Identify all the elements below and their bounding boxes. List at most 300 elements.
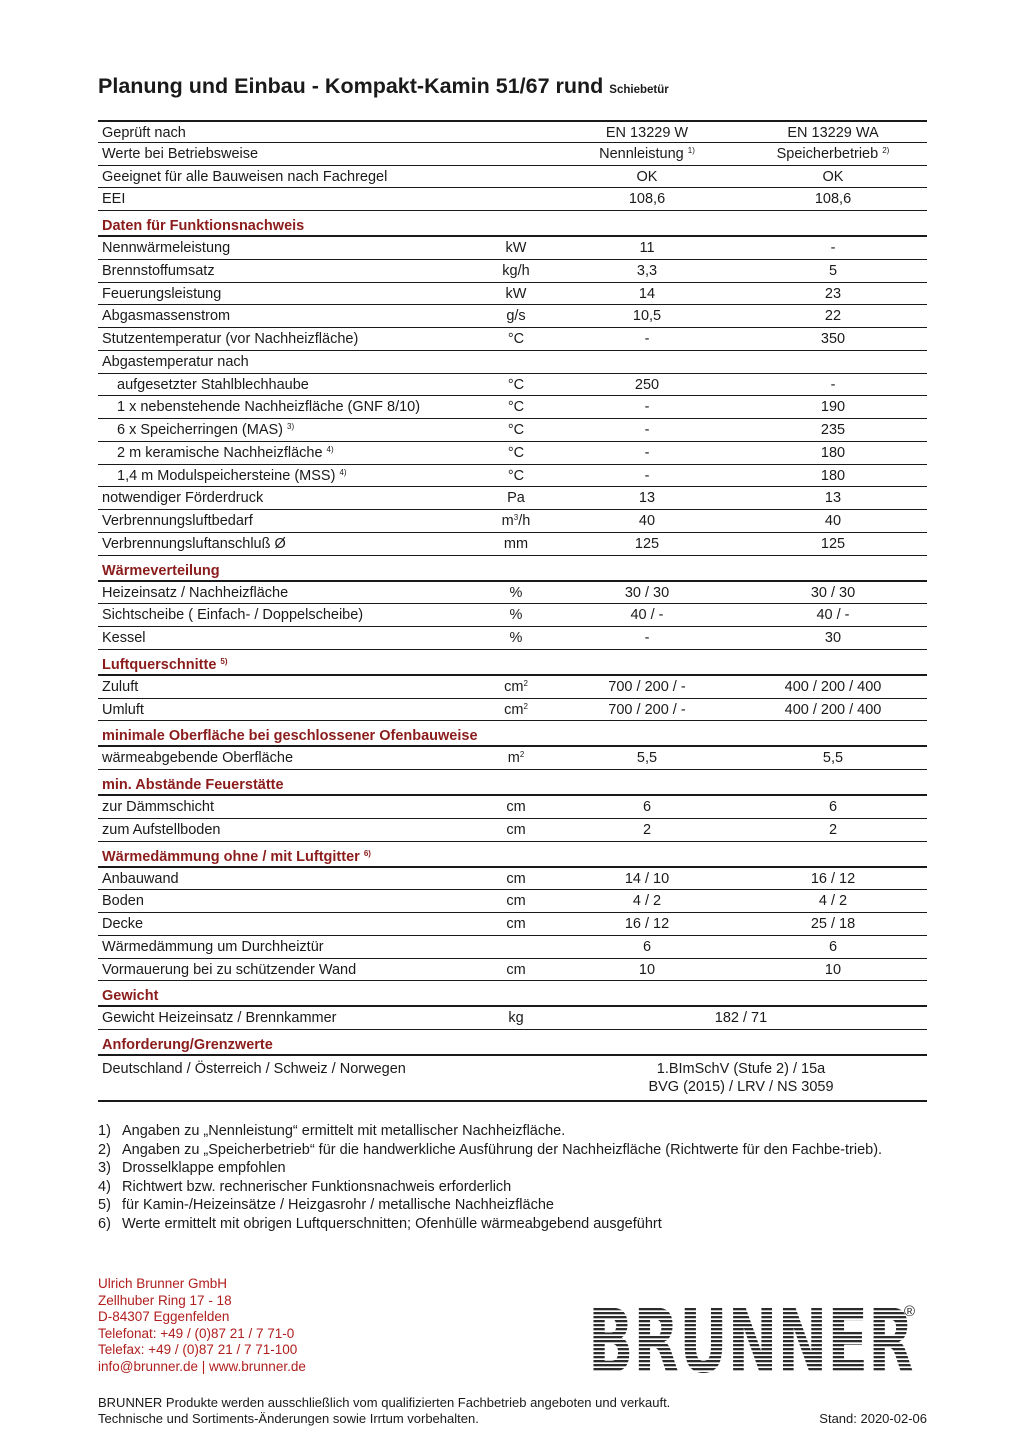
- value-w-text: 6: [642, 799, 652, 815]
- value-w: [566, 819, 728, 842]
- table-row: [98, 166, 927, 189]
- table-row: [98, 465, 927, 488]
- footnote-ref: 2): [882, 145, 890, 155]
- footnote-ref: 3): [287, 422, 295, 431]
- unit-text: %: [509, 607, 523, 624]
- value-w-text: -: [644, 331, 650, 347]
- value-wa: [738, 396, 928, 419]
- value-w-text: 108,6: [628, 191, 666, 208]
- value-w: [566, 747, 728, 770]
- row-label: [102, 747, 293, 770]
- row-label-text: Brennstoffumsatz: [102, 262, 215, 279]
- row-label: [102, 582, 288, 605]
- row-label-text: Boden: [102, 893, 144, 910]
- table-row: [98, 283, 927, 306]
- value-wa-text: 10: [824, 961, 842, 978]
- unit-cell: [466, 442, 566, 465]
- value-w-text: 125: [634, 535, 660, 552]
- unit-cell: [466, 582, 566, 605]
- value-w-text: OK: [636, 168, 658, 185]
- spec-table: [98, 120, 927, 1102]
- footnote-item: [98, 1178, 918, 1197]
- row-label: [102, 819, 221, 842]
- unit-text: kW: [505, 285, 527, 302]
- value-wa: [738, 260, 928, 283]
- row-label: [117, 396, 420, 419]
- row-label: [117, 442, 334, 465]
- value-w: [566, 237, 728, 260]
- unit-text: cm: [506, 893, 526, 910]
- footnote-text: Werte ermittelt mit obrigen Luftquerschnitten; Ofenhülle wärmeabgebend ausgeführt: [122, 1215, 662, 1232]
- footnote-number: 3): [98, 1160, 111, 1176]
- section-header: [98, 556, 927, 582]
- row-label-text: 6 x Speicherringen (MAS): [117, 422, 284, 438]
- value-wa: [738, 419, 928, 442]
- value-w-text: 10,5: [632, 308, 662, 325]
- row-label-text: Sichtscheibe ( Einfach- / Doppelscheibe): [102, 607, 364, 624]
- unit-cell: [466, 819, 566, 842]
- unit-text: °C: [507, 331, 525, 347]
- value-w-text: -: [644, 630, 650, 646]
- unit-cell: [466, 260, 566, 283]
- unit-text: %: [509, 630, 523, 646]
- unit-cell: [466, 374, 566, 397]
- unit-cell: [466, 305, 566, 328]
- value-wa-text: 400 / 200 / 400: [784, 678, 882, 695]
- value-w: [566, 374, 728, 397]
- value-wa-text: -: [830, 240, 836, 256]
- title-text: Planung und Einbau - Kompakt-Kamin 51/67 rund: [98, 74, 604, 98]
- company-street: Zellhuber Ring 17 - 18: [98, 1292, 232, 1308]
- value-w: [566, 627, 728, 650]
- value-wa-text: OK: [822, 168, 844, 185]
- unit-text: cm: [506, 821, 526, 838]
- value-w: [566, 188, 728, 211]
- unit-cell: [466, 487, 566, 510]
- footnote-text: Richtwert bzw. rechnerischer Funktionsnachweis erforderlich: [122, 1178, 512, 1195]
- table-row: [98, 510, 927, 533]
- unit-cell: [466, 627, 566, 650]
- unit-cell: [466, 747, 566, 770]
- table-row: [98, 699, 927, 722]
- unit-cell: [466, 868, 566, 891]
- company-fax: Telefax: +49 / (0)87 21 / 7 71-100: [98, 1342, 298, 1358]
- registered-mark: ®: [904, 1303, 916, 1320]
- value-w: [566, 328, 728, 351]
- row-label-text: Verbrennungsluftbedarf: [102, 513, 253, 529]
- company-city: D-84307 Eggenfelden: [98, 1309, 230, 1325]
- row-label-text: Nennwärmeleistung: [102, 240, 231, 256]
- merged-value-line: BVG (2015) / LRV / NS 3059: [648, 1079, 834, 1095]
- row-label: [117, 465, 347, 488]
- value-w-text: 14 / 10: [624, 870, 670, 887]
- unit-cell: [466, 1007, 566, 1030]
- value-w: [566, 868, 728, 891]
- section-header: [98, 981, 927, 1007]
- footnote-text: Drosselklappe empfohlen: [122, 1160, 286, 1176]
- value-wa-text: 400 / 200 / 400: [784, 701, 882, 718]
- row-label: [102, 328, 358, 351]
- merged-value-line: 1.BImSchV (Stufe 2) / 15a: [656, 1061, 826, 1077]
- footnote-ref: 1): [687, 145, 695, 155]
- unit-cell: [466, 959, 566, 982]
- value-wa-text: Speicherbetrieb: [776, 145, 879, 162]
- table-row: [98, 237, 927, 260]
- section-header: [98, 650, 927, 676]
- table-row: [98, 796, 927, 819]
- unit-cell: [466, 396, 566, 419]
- value-wa: [738, 487, 928, 510]
- value-w-text: 40 / -: [630, 607, 664, 624]
- row-label-text: Decke: [102, 916, 144, 932]
- table-row: [98, 374, 927, 397]
- table-row: [98, 868, 927, 891]
- value-w: [566, 122, 728, 145]
- footnote-item: [98, 1122, 918, 1141]
- section-title-text: Wärmedämmung ohne / mit Luftgitter: [102, 848, 360, 865]
- value-wa: [738, 510, 928, 533]
- section-title-text: Wärmeverteilung: [102, 562, 220, 579]
- value-w-text: 11: [639, 240, 655, 256]
- value-wa: [738, 374, 928, 397]
- unit-text: °C: [507, 444, 525, 461]
- row-label: [102, 868, 179, 891]
- row-label-text: 1,4 m Modulspeichersteine (MSS): [117, 467, 336, 484]
- section-title-text: Luftquerschnitte: [102, 656, 217, 673]
- value-wa: [738, 465, 928, 488]
- row-label-text: Umluft: [102, 701, 144, 718]
- section-header: [98, 842, 927, 868]
- merged-value: [566, 1056, 916, 1096]
- value-wa-text: 13: [824, 490, 842, 507]
- footnote-ref: 3: [513, 513, 519, 522]
- value-w-text: 16 / 12: [624, 916, 670, 932]
- value-w-text: 10: [638, 961, 656, 978]
- value-w-text: 40: [638, 513, 656, 529]
- table-row: [98, 442, 927, 465]
- table-row: [98, 582, 927, 605]
- value-w-text: -: [644, 422, 650, 438]
- footer-stand: Stand: 2020-02-06: [819, 1411, 927, 1426]
- table-row: [98, 419, 927, 442]
- value-wa-text: EN 13229 WA: [787, 125, 879, 141]
- value-wa: [738, 747, 928, 770]
- value-w: [566, 283, 728, 306]
- value-w: [566, 890, 728, 913]
- unit-cell: [466, 699, 566, 722]
- footnote-ref: 2: [523, 678, 528, 688]
- table-row: [98, 1007, 927, 1030]
- unit-text-suffix: /h: [518, 513, 531, 529]
- row-label-text: Geeignet für alle Bauweisen nach Fachregel: [102, 168, 388, 185]
- row-label-text: wärmeabgebende Oberfläche: [102, 750, 294, 767]
- value-wa: [738, 188, 928, 211]
- footnote-ref: 2: [519, 750, 525, 760]
- value-wa: [738, 442, 928, 465]
- value-w-text: 6: [642, 938, 652, 955]
- unit-text: m: [501, 513, 514, 529]
- row-label-text: Abgastemperatur nach: [102, 353, 249, 370]
- row-label-text: Abgasmassenstrom: [102, 308, 231, 325]
- unit-cell: [466, 533, 566, 556]
- value-w: [566, 442, 728, 465]
- value-wa: [738, 582, 928, 605]
- row-label: [102, 260, 215, 283]
- row-label: [102, 627, 146, 650]
- value-w: [566, 796, 728, 819]
- footnote-item: [98, 1159, 918, 1178]
- footnote-number: 4): [98, 1178, 111, 1195]
- unit-cell: [466, 676, 566, 699]
- value-wa-text: 190: [820, 399, 846, 416]
- table-row: [98, 627, 927, 650]
- value-w-text: 4 / 2: [632, 893, 662, 910]
- row-label: [102, 143, 258, 166]
- row-label-text: Zuluft: [102, 678, 139, 695]
- value-w-text: 30 / 30: [624, 584, 670, 601]
- row-label: Deutschland / Österreich / Schweiz / Norwegen: [102, 1061, 406, 1077]
- value-w-text: -: [644, 467, 650, 484]
- row-label: [102, 166, 387, 189]
- value-wa-text: 40: [824, 513, 842, 529]
- footnote-ref: 6): [363, 848, 371, 858]
- value-wa: [738, 328, 928, 351]
- value-wa: [738, 699, 928, 722]
- table-row: [98, 533, 927, 556]
- unit-text: m: [507, 750, 520, 767]
- value-wa-text: 235: [820, 422, 846, 438]
- unit-text: g/s: [506, 308, 526, 325]
- value-w: [566, 913, 728, 936]
- table-row: [98, 936, 927, 959]
- section-title-text: min. Abstände Feuerstätte: [102, 777, 284, 793]
- unit-text: cm: [506, 870, 526, 887]
- unit-text: °C: [507, 399, 525, 416]
- value-wa: [738, 604, 928, 627]
- value-w-text: EN 13229 W: [605, 125, 689, 141]
- table-row: [98, 328, 927, 351]
- footnote-ref: 4): [339, 467, 347, 477]
- unit-text: cm: [506, 799, 526, 815]
- row-label-text: zum Aufstellboden: [102, 821, 221, 838]
- row-label: [102, 283, 221, 306]
- company-name: Ulrich Brunner GmbH: [98, 1276, 228, 1291]
- value-w: [566, 419, 728, 442]
- value-wa: [738, 913, 928, 936]
- title-suffix: Schiebetür: [609, 84, 669, 96]
- value-wa: [738, 676, 928, 699]
- value-w: [566, 465, 728, 488]
- row-label: [102, 890, 144, 913]
- value-w-text: 5,5: [636, 750, 658, 767]
- section-header: [98, 721, 927, 747]
- table-row: [98, 305, 927, 328]
- value-wa-text: 22: [824, 308, 842, 325]
- value-wa: [738, 533, 928, 556]
- section-title-text: Daten für Funktionsnachweis: [102, 218, 305, 234]
- row-label: [102, 510, 253, 533]
- value-w: [566, 305, 728, 328]
- row-label-text: Feuerungsleistung: [102, 285, 222, 302]
- row-label-text: 2 m keramische Nachheizfläche: [117, 444, 323, 461]
- section-header: [98, 211, 927, 237]
- value-w-text: 250: [634, 376, 660, 393]
- footnote-text: Angaben zu „Nennleistung“ ermittelt mit metallischer Nachheizfläche.: [122, 1123, 566, 1139]
- row-label: [102, 122, 186, 145]
- value-wa: [738, 819, 928, 842]
- unit-text: kW: [505, 240, 527, 256]
- row-label-text: Kessel: [102, 630, 146, 646]
- row-label: [102, 604, 363, 627]
- value-w-text: 700 / 200 / -: [608, 701, 686, 718]
- value-wa-text: 180: [820, 444, 846, 461]
- row-label: [102, 533, 286, 556]
- value-w-text: -: [644, 444, 650, 461]
- unit-cell: [466, 913, 566, 936]
- value-wa: [738, 166, 928, 189]
- row-label-text: EEI: [102, 191, 126, 208]
- unit-text: Pa: [507, 490, 525, 507]
- value-wa-text: 6: [828, 938, 838, 955]
- row-label-text: Gewicht Heizeinsatz / Brennkammer: [102, 1010, 337, 1027]
- value-w-text: -: [644, 399, 650, 416]
- row-label-text: notwendiger Förderdruck: [102, 490, 264, 507]
- unit-text: °C: [507, 422, 525, 438]
- row-label: [102, 1007, 337, 1030]
- unit-cell: [466, 283, 566, 306]
- value-wa-text: 5,5: [822, 750, 844, 767]
- value-wa-text: 30 / 30: [810, 584, 856, 601]
- footnote-text: für Kamin-/Heizeinsätze / Heizgasrohr / metallische Nachheizfläche: [122, 1197, 554, 1213]
- value-wa-text: 25 / 18: [810, 916, 856, 932]
- unit-cell: [466, 328, 566, 351]
- row-label: [102, 305, 230, 328]
- row-label-text: 1 x nebenstehende Nachheizfläche (GNF 8/10): [117, 399, 421, 416]
- table-row: [98, 120, 927, 143]
- value-wa: [738, 283, 928, 306]
- company-phone: Telefonat: +49 / (0)87 21 / 7 71-0: [98, 1325, 295, 1341]
- value-wa-text: -: [830, 376, 836, 393]
- value-w-text: 13: [638, 490, 656, 507]
- section-title-text: minimale Oberfläche bei geschlossener Ofenbauweise: [102, 728, 478, 745]
- value-wa-text: 180: [820, 467, 846, 484]
- footer-line-1: BRUNNER Produkte werden ausschließlich vom qualifizierten Fachbetrieb angeboten und verkauft.: [98, 1395, 671, 1410]
- value-w: [566, 260, 728, 283]
- value-wa: [738, 627, 928, 650]
- footnote-item: [98, 1141, 918, 1160]
- row-label-text: aufgesetzter Stahlblechhaube: [117, 376, 309, 393]
- value-w: [566, 959, 728, 982]
- footnote-ref: 4): [326, 444, 334, 454]
- unit-cell: [466, 604, 566, 627]
- row-label-text: Vormauerung bei zu schützender Wand: [102, 961, 357, 978]
- unit-cell: [466, 465, 566, 488]
- value-w: [566, 676, 728, 699]
- table-row: [98, 396, 927, 419]
- unit-text: %: [509, 584, 523, 601]
- value-w-text: 2: [642, 821, 652, 838]
- row-label: [102, 699, 144, 722]
- section-title-text: Anforderung/Grenzwerte: [102, 1037, 273, 1053]
- footnotes: [98, 1122, 918, 1233]
- unit-text: °C: [507, 467, 525, 484]
- table-row: [98, 819, 927, 842]
- value-wa-text: 2: [828, 821, 838, 838]
- value-wa-text: 16 / 12: [810, 870, 856, 887]
- value-wa-text: 4 / 2: [818, 893, 848, 910]
- company-address: [98, 1276, 306, 1376]
- row-label-text: Wärmedämmung um Durchheiztür: [102, 938, 324, 955]
- unit-cell: [466, 237, 566, 260]
- value-wa-text: 350: [820, 331, 846, 347]
- value-w: [566, 143, 728, 166]
- table-row: [98, 747, 927, 770]
- row-label-text: Verbrennungsluftanschluß Ø: [102, 535, 286, 552]
- footnote-ref: 5): [220, 656, 228, 666]
- value-wa: [738, 305, 928, 328]
- value-w: [566, 604, 728, 627]
- value-w: [566, 936, 728, 959]
- unit-text: kg/h: [502, 262, 530, 279]
- row-label: [102, 913, 143, 936]
- section-header: [98, 1030, 927, 1056]
- value-wa: [738, 122, 928, 145]
- footnote-item: [98, 1215, 918, 1234]
- row-label: [102, 351, 249, 374]
- table-row: [98, 676, 927, 699]
- table-row: [98, 913, 927, 936]
- footer-line-2: Technische und Sortiments-Änderungen sowie Irrtum vorbehalten.: [98, 1411, 479, 1426]
- unit-text: kg: [508, 1010, 524, 1027]
- value-wa-text: 6: [828, 799, 838, 815]
- logo-text: BRUNNER: [588, 1300, 914, 1376]
- value-wa: [738, 237, 928, 260]
- value-wa: [738, 796, 928, 819]
- row-label: [102, 936, 324, 959]
- row-label: [102, 796, 214, 819]
- unit-text: mm: [503, 535, 529, 552]
- value-w-text: 3,3: [636, 262, 658, 279]
- table-row: [98, 260, 927, 283]
- footer: [98, 1395, 927, 1427]
- value-w-text: 14: [638, 285, 656, 302]
- row-label-text: Geprüft nach: [102, 125, 186, 141]
- footnote-number: 6): [98, 1215, 111, 1232]
- footnote-number: 5): [98, 1197, 111, 1213]
- table-row: [98, 604, 927, 627]
- value-w: [566, 396, 728, 419]
- unit-cell: [466, 419, 566, 442]
- unit-text: cm: [504, 701, 524, 718]
- row-label-text: zur Dämmschicht: [102, 799, 214, 815]
- value-w: [566, 510, 728, 533]
- value-wa-text: 5: [828, 262, 838, 279]
- value-w: [566, 166, 728, 189]
- section-title-text: Gewicht: [102, 988, 159, 1005]
- unit-text: cm: [506, 916, 526, 932]
- value-wa: [738, 143, 928, 166]
- table-row: [98, 487, 927, 510]
- value-wa-text: 108,6: [814, 191, 852, 208]
- value-w-text: 700 / 200 / -: [608, 678, 686, 695]
- table-row: [98, 959, 927, 982]
- value-w: [566, 533, 728, 556]
- row-label: [102, 237, 230, 260]
- footnote-text: Angaben zu „Speicherbetrieb“ für die handwerkliche Ausführung der Nachheizfläche (Richtwerte für den Fachbe-trieb).: [122, 1141, 883, 1158]
- table-row: [98, 890, 927, 913]
- unit-text: cm: [506, 961, 526, 978]
- company-web[interactable]: info@brunner.de | www.brunner.de: [98, 1358, 306, 1374]
